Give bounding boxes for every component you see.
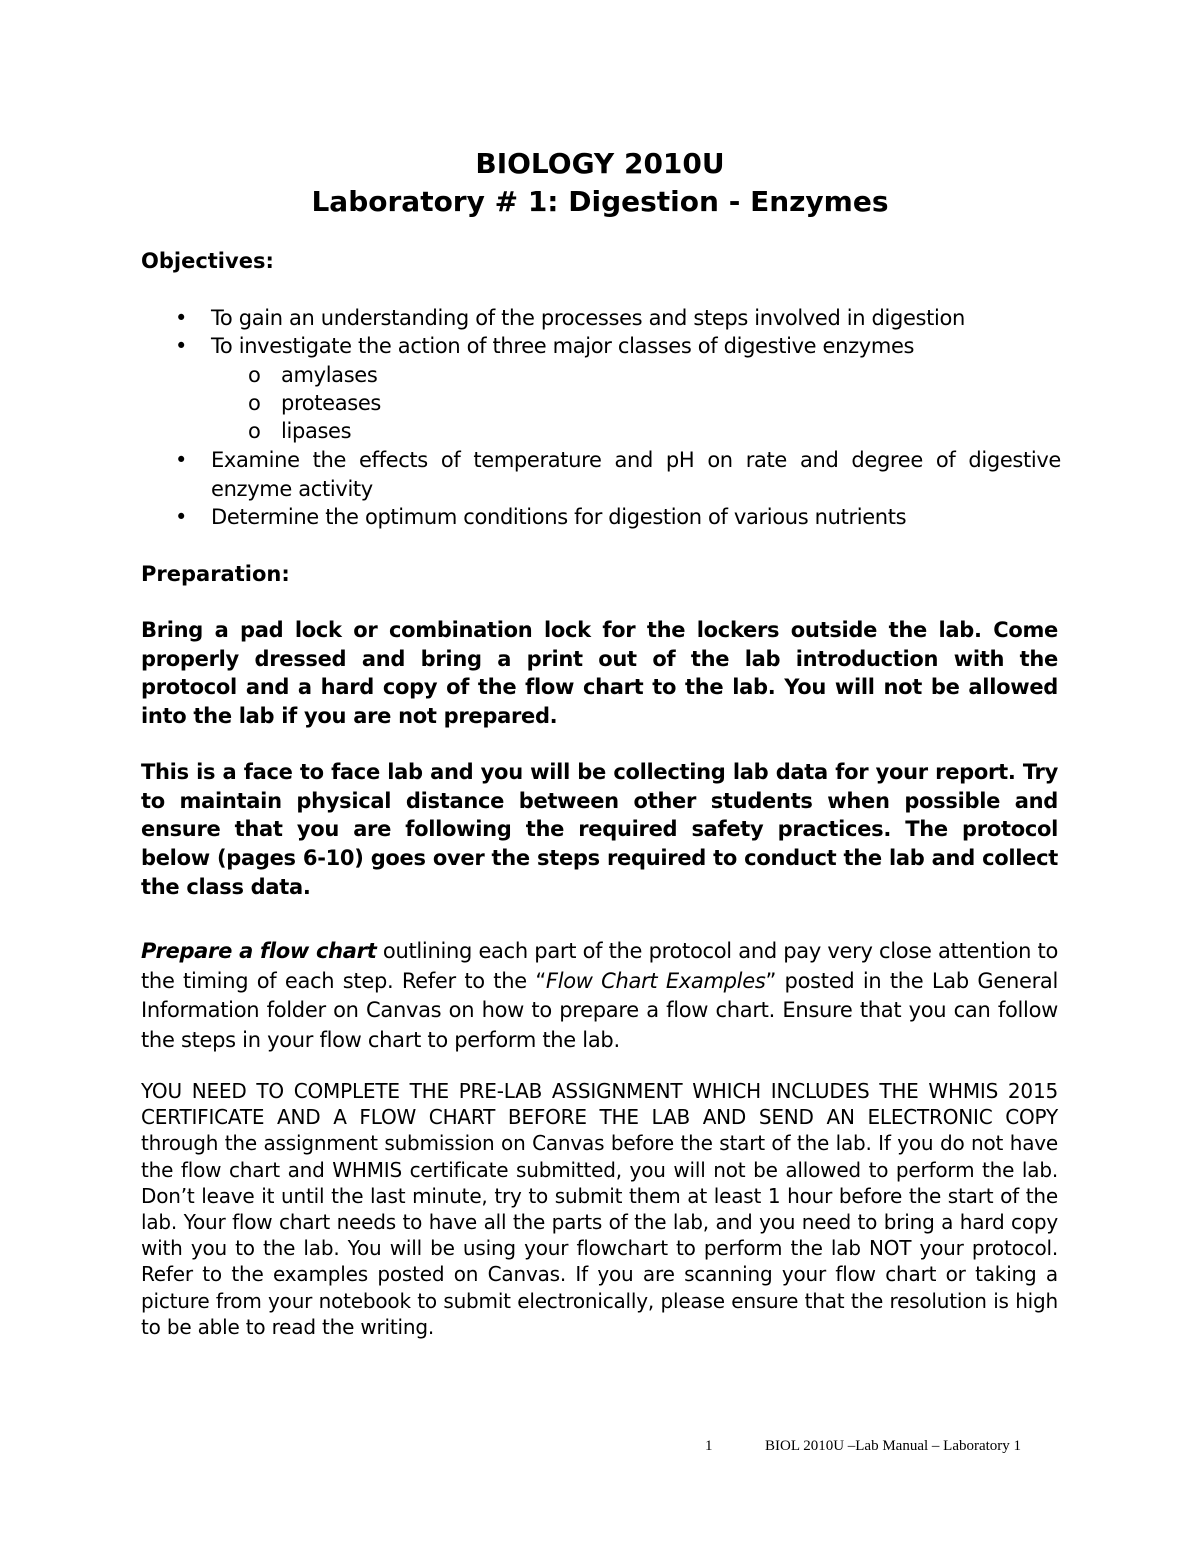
sub-bullet-icon: o [248, 391, 261, 415]
sub-item-text: proteases [281, 391, 382, 415]
objective-item [175, 304, 1061, 333]
objective-item [175, 446, 1061, 503]
objective-text: Examine the effects of temperature and pH on rate and degree of digestive enzyme activity [211, 448, 1061, 501]
objective-sub-item [248, 417, 352, 445]
bullet-icon: • [175, 334, 188, 358]
objectives-heading: Objectives: [141, 249, 274, 273]
bullet-icon: • [175, 306, 188, 330]
page-footer [0, 1438, 1200, 1460]
objective-text: To gain an understanding of the processes and steps involved in digestion [211, 306, 965, 330]
page-number: 1 [705, 1438, 713, 1454]
preparation-paragraph-lock: Bring a pad lock or combination lock for the lockers outside the lab. Come properly dressed and bring a print out of the lab introduction with the protocol and a hard copy of the flow chart to the lab. You will not be allowed into the lab if you are not prepared. [141, 618, 1058, 729]
objective-sub-item [248, 361, 378, 389]
objective-item [175, 503, 1061, 532]
preparation-paragraph-flow-chart: Prepare a flow chart outlining each part of the protocol and pay very close attention to the timing of each step. Refer to the “Flow Chart Examples” posted in the Lab General Information folder on Canvas on how to prepare a flow chart. Ensure that you can follow the steps in your flow chart to perform the lab. [141, 939, 1059, 1052]
sub-bullet-icon: o [248, 363, 261, 387]
footer-text: BIOL 2010U –Lab Manual – Laboratory 1 [765, 1438, 1022, 1454]
flow-chart-examples-ref: Flow Chart Examples [545, 968, 766, 993]
bullet-icon: • [175, 505, 188, 529]
objective-item [175, 332, 1061, 361]
sub-item-text: lipases [281, 419, 352, 443]
preparation-paragraph-prelab: YOU NEED TO COMPLETE THE PRE-LAB ASSIGNMENT WHICH INCLUDES THE WHMIS 2015 CERTIFICATE AND A FLOW CHART BEFORE THE LAB AND SEND AN ELECTRONIC COPY through the assignment submission on Canvas before the start of the lab. If you do not have the flow chart and WHMIS certificate submitted, you will not be allowed to perform the lab. Don’t leave it until the last minute, try to submit them at least 1 hour before the start of the lab. Your flow chart needs to have all the parts of the lab, and you need to bring a hard copy with you to the lab. You will be using your flowchart to perform the lab NOT your protocol. Refer to the examples posted on Canvas. If you are scanning your flow chart or taking a picture from your notebook to submit electronically, please ensure that the resolution is high to be able to read the writing. [141, 1079, 1058, 1339]
preparation-heading: Preparation: [141, 562, 290, 586]
objective-sub-item [248, 389, 382, 417]
bullet-icon: • [175, 448, 188, 472]
document-subtitle: Laboratory # 1: Digestion - Enzymes [311, 185, 889, 218]
flow-chart-emphasis: Prepare a flow chart [141, 939, 377, 963]
objective-text: Determine the optimum conditions for digestion of various nutrients [211, 505, 907, 529]
sub-bullet-icon: o [248, 419, 261, 443]
document-title: BIOLOGY 2010U [475, 147, 725, 180]
objective-text: To investigate the action of three major classes of digestive enzymes [211, 334, 915, 358]
sub-item-text: amylases [281, 363, 378, 387]
preparation-paragraph-face-to-face: This is a face to face lab and you will be collecting lab data for your report. Try to maintain physical distance between other students when possible and ensure that you are following the required safety practices. The protocol below (pages 6-10) goes over the steps required to conduct the lab and collect the class data. [141, 760, 1058, 899]
